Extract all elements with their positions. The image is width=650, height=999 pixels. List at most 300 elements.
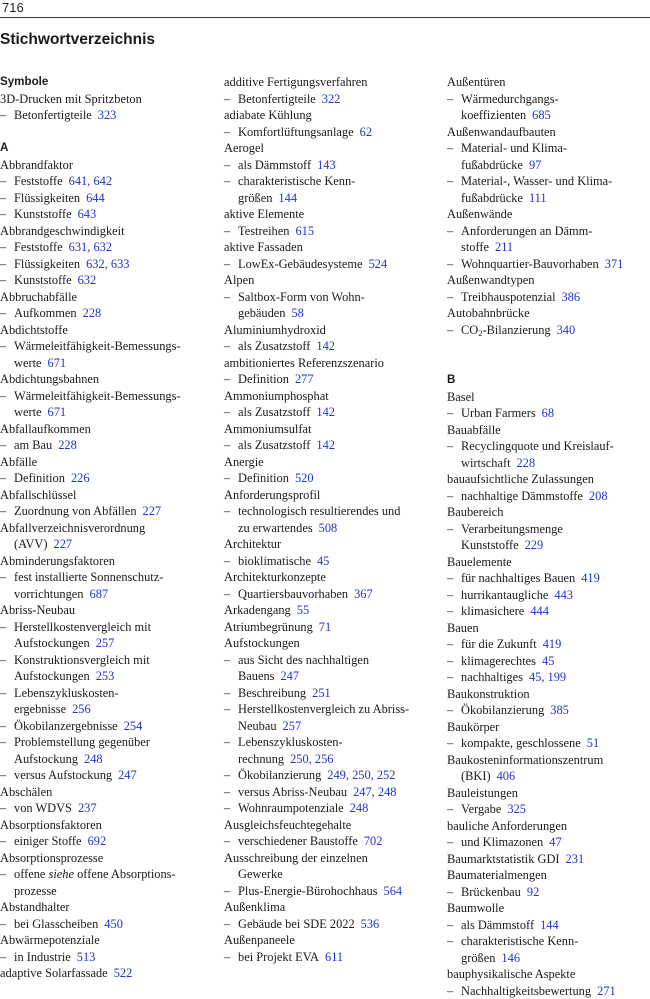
index-term: größen bbox=[461, 951, 495, 965]
index-subentry bbox=[447, 933, 650, 950]
index-term: Bauen bbox=[447, 621, 479, 635]
page-reference-link[interactable]: 520 bbox=[295, 471, 314, 485]
index-entry bbox=[447, 74, 650, 91]
index-term: Material-, Wasser- und Klima- bbox=[461, 174, 612, 188]
index-column-2 bbox=[224, 74, 429, 965]
index-term: nachhaltiges bbox=[461, 670, 523, 684]
index-subentry bbox=[224, 916, 429, 933]
page-reference-link[interactable]: 419 bbox=[581, 571, 600, 585]
page-reference-link[interactable]: 228 bbox=[517, 456, 536, 470]
index-subentry bbox=[447, 173, 650, 190]
page-reference-link[interactable]: 146 bbox=[501, 951, 520, 965]
page-reference-link[interactable]: 406 bbox=[497, 769, 516, 783]
page-reference-link[interactable]: 51 bbox=[587, 736, 599, 750]
index-entry-continuation bbox=[224, 190, 429, 207]
index-term: hurrikantaugliche bbox=[461, 588, 548, 602]
index-term: Ausgleichsfeuchtegehalte bbox=[224, 818, 351, 832]
index-entry-continuation bbox=[447, 157, 650, 174]
page-reference-link[interactable]: 226 bbox=[71, 471, 90, 485]
index-entry bbox=[447, 620, 650, 637]
page-reference-link[interactable]: 62 bbox=[360, 125, 372, 139]
page-reference-link[interactable]: 208 bbox=[589, 489, 608, 503]
index-term: Abriss-Neubau bbox=[0, 603, 75, 617]
index-subentry bbox=[0, 338, 205, 355]
page-reference-link[interactable]: 692 bbox=[88, 834, 107, 848]
index-subentry bbox=[224, 173, 429, 190]
index-term: Abfallschlüssel bbox=[0, 488, 76, 502]
index-entry-continuation bbox=[224, 751, 429, 768]
index-term: werte bbox=[14, 405, 42, 419]
page-reference-link[interactable]: 248 bbox=[84, 752, 103, 766]
index-entry-continuation bbox=[447, 950, 650, 967]
index-entry bbox=[0, 602, 205, 619]
index-subentry bbox=[0, 800, 205, 817]
page-reference-link[interactable]: 386 bbox=[562, 290, 581, 304]
index-entry bbox=[447, 851, 650, 868]
index-entry-continuation bbox=[224, 718, 429, 735]
index-term: Kunststoffe bbox=[14, 207, 72, 221]
index-subentry bbox=[224, 949, 429, 966]
index-subentry bbox=[0, 652, 205, 669]
page-reference-link[interactable]: 142 bbox=[316, 339, 335, 353]
page-reference-link[interactable]: 631, 632 bbox=[69, 240, 112, 254]
page-reference-link[interactable]: 385 bbox=[550, 703, 569, 717]
page-reference-link[interactable]: 508 bbox=[319, 521, 338, 535]
index-entry bbox=[224, 206, 429, 223]
index-subentry bbox=[0, 437, 205, 454]
index-entry bbox=[0, 520, 205, 537]
page-reference-link[interactable]: 251 bbox=[312, 686, 331, 700]
index-entry bbox=[224, 388, 429, 405]
index-subentry bbox=[0, 619, 205, 636]
page-reference-link[interactable]: 444 bbox=[530, 604, 549, 618]
page-reference-link[interactable]: 513 bbox=[77, 950, 96, 964]
index-term: Alpen bbox=[224, 273, 254, 287]
page-reference-link[interactable]: 256 bbox=[72, 702, 91, 716]
page-reference-link[interactable]: 615 bbox=[295, 224, 314, 238]
index-term: Gebäude bei SDE 2022 bbox=[238, 917, 355, 931]
index-subentry bbox=[0, 503, 205, 520]
index-term: Testreihen bbox=[238, 224, 289, 238]
index-term: Außenklima bbox=[224, 900, 285, 914]
index-entry bbox=[0, 965, 205, 982]
index-entry bbox=[447, 305, 650, 322]
page-reference-link[interactable]: 644 bbox=[86, 191, 105, 205]
page-reference-link[interactable]: 371 bbox=[605, 257, 624, 271]
index-entry bbox=[447, 504, 650, 521]
index-term: Außentüren bbox=[447, 75, 506, 89]
page-reference-link[interactable]: 144 bbox=[278, 191, 297, 205]
index-term: CO2-Bilanzierung bbox=[461, 323, 551, 337]
index-term: am Bau bbox=[14, 438, 52, 452]
page-reference-link[interactable]: 323 bbox=[98, 108, 117, 122]
index-term: charakteristische Kenn- bbox=[461, 934, 578, 948]
page-reference-link[interactable]: 253 bbox=[96, 669, 115, 683]
index-subentry bbox=[447, 669, 650, 686]
index-entry-continuation bbox=[447, 107, 650, 124]
index-subentry bbox=[224, 586, 429, 603]
page-reference-link[interactable]: 536 bbox=[361, 917, 380, 931]
index-term: Abbrandfaktor bbox=[0, 158, 73, 172]
index-entry bbox=[224, 239, 429, 256]
index-term: Autobahnbrücke bbox=[447, 306, 530, 320]
page-reference-link[interactable]: 47 bbox=[549, 835, 561, 849]
index-entry bbox=[0, 487, 205, 504]
index-subentry bbox=[0, 206, 205, 223]
index-term: Urban Farmers bbox=[461, 406, 536, 420]
index-term: Konstruktionsvergleich mit bbox=[14, 653, 150, 667]
spacer bbox=[447, 356, 650, 373]
index-term: Baumaterialmengen bbox=[447, 868, 547, 882]
index-term: zu erwartendes bbox=[238, 521, 313, 535]
index-term: verschiedener Baustoffe bbox=[238, 834, 358, 848]
index-term: Brückenbau bbox=[461, 885, 521, 899]
index-entry bbox=[447, 471, 650, 488]
index-subentry bbox=[0, 190, 205, 207]
index-term: Baubereich bbox=[447, 505, 503, 519]
index-term: Feststoffe bbox=[14, 174, 63, 188]
page-reference-link[interactable]: 367 bbox=[354, 587, 373, 601]
index-entry bbox=[224, 569, 429, 586]
index-subentry bbox=[447, 834, 650, 851]
page-reference-link[interactable]: 687 bbox=[90, 587, 109, 601]
index-term: Ammoniumphosphat bbox=[224, 389, 329, 403]
index-term: Nachhaltigkeitsbewertung bbox=[461, 984, 591, 998]
index-term: B bbox=[447, 373, 455, 386]
index-entry-continuation bbox=[224, 520, 429, 537]
index-entry bbox=[0, 371, 205, 388]
index-subentry bbox=[224, 371, 429, 388]
page-reference-link[interactable]: 111 bbox=[529, 191, 547, 205]
index-term: Außenwandaufbauten bbox=[447, 125, 556, 139]
index-term: in Industrie bbox=[14, 950, 71, 964]
index-subentry bbox=[0, 866, 205, 883]
index-term: Abstandhalter bbox=[0, 900, 70, 914]
index-entry-continuation bbox=[0, 668, 205, 685]
index-subentry bbox=[0, 767, 205, 784]
index-term: A bbox=[0, 141, 8, 154]
index-entry bbox=[447, 752, 650, 769]
page-reference-link[interactable]: 142 bbox=[316, 405, 335, 419]
index-entry bbox=[447, 966, 650, 983]
index-term: für nachhaltiges Bauen bbox=[461, 571, 575, 585]
index-term: klimagerechtes bbox=[461, 654, 536, 668]
index-term: Beschreibung bbox=[238, 686, 306, 700]
index-entry bbox=[447, 900, 650, 917]
index-subentry bbox=[224, 157, 429, 174]
index-term: Atriumbegrünung bbox=[224, 620, 313, 634]
index-term: Außenwandtypen bbox=[447, 273, 534, 287]
index-subentry bbox=[224, 883, 429, 900]
index-term: Ökobilanzergebnisse bbox=[14, 719, 118, 733]
index-term: Material- und Klima- bbox=[461, 141, 567, 155]
index-subentry bbox=[0, 833, 205, 850]
index-term: rechnung bbox=[238, 752, 284, 766]
index-entry-continuation bbox=[0, 751, 205, 768]
index-term: Flüssigkeiten bbox=[14, 191, 80, 205]
page-reference-link[interactable]: 632, 633 bbox=[86, 257, 129, 271]
index-subentry bbox=[0, 388, 205, 405]
index-term: prozesse bbox=[14, 884, 57, 898]
index-subentry bbox=[0, 734, 205, 751]
section-heading bbox=[447, 372, 650, 389]
spacer bbox=[447, 339, 650, 356]
page-reference-link[interactable]: 702 bbox=[364, 834, 383, 848]
index-term: versus Aufstockung bbox=[14, 768, 112, 782]
index-term: einiger Stoffe bbox=[14, 834, 82, 848]
index-term: Aufkommen bbox=[14, 306, 77, 320]
index-entry bbox=[224, 421, 429, 438]
index-subentry bbox=[0, 305, 205, 322]
page-title: Stichwortverzeichnis bbox=[0, 31, 155, 49]
page-reference-link[interactable]: 45 bbox=[542, 654, 554, 668]
page-reference-link[interactable]: 229 bbox=[525, 538, 544, 552]
index-term: Aufstockungen bbox=[14, 636, 90, 650]
index-term: Abbrandgeschwindigkeit bbox=[0, 224, 125, 238]
index-term: bioklimatische bbox=[238, 554, 311, 568]
page-reference-link[interactable]: 443 bbox=[554, 588, 573, 602]
index-subentry bbox=[447, 256, 650, 273]
index-term: ergebnisse bbox=[14, 702, 66, 716]
index-subentry bbox=[0, 107, 205, 124]
index-term: Aerogel bbox=[224, 141, 264, 155]
index-term: Wärmeleitfähigkeit-Bemessungs- bbox=[14, 389, 181, 403]
page-reference-link[interactable]: 671 bbox=[48, 405, 67, 419]
index-subentry bbox=[224, 734, 429, 751]
index-term: ambitioniertes Referenzszenario bbox=[224, 356, 384, 370]
index-term: Aluminiumhydroxid bbox=[224, 323, 326, 337]
page-reference-link[interactable]: 68 bbox=[542, 406, 554, 420]
page-reference-link[interactable]: 254 bbox=[124, 719, 143, 733]
index-subentry bbox=[0, 949, 205, 966]
page-reference-link[interactable]: 257 bbox=[96, 636, 115, 650]
index-term: Arkadengang bbox=[224, 603, 291, 617]
index-subentry bbox=[447, 223, 650, 240]
page-reference-link[interactable]: 340 bbox=[557, 323, 576, 337]
index-term: Vergabe bbox=[461, 802, 501, 816]
index-term: wirtschaft bbox=[461, 456, 511, 470]
index-entry-continuation bbox=[224, 305, 429, 322]
index-subentry bbox=[447, 570, 650, 587]
index-term: Wärmedurchgangs- bbox=[461, 92, 559, 106]
page-reference-link[interactable]: 92 bbox=[527, 885, 539, 899]
index-term: Abfälle bbox=[0, 455, 37, 469]
page-reference-link[interactable]: 632 bbox=[78, 273, 97, 287]
page-reference-link[interactable]: 227 bbox=[143, 504, 162, 518]
index-subentry bbox=[0, 239, 205, 256]
page-reference-link[interactable]: 611 bbox=[325, 950, 343, 964]
index-term: als Zusatzstoff bbox=[238, 438, 310, 452]
index-term: Anforderungsprofil bbox=[224, 488, 320, 502]
index-term: Baumwolle bbox=[447, 901, 504, 915]
page-reference-link[interactable]: 671 bbox=[48, 356, 67, 370]
index-subentry bbox=[224, 800, 429, 817]
index-term: Wärmeleitfähigkeit-Bemessungs- bbox=[14, 339, 181, 353]
page-reference-link[interactable]: 257 bbox=[283, 719, 302, 733]
page-reference-link[interactable]: 227 bbox=[54, 537, 73, 551]
index-entry bbox=[447, 554, 650, 571]
index-entry bbox=[224, 932, 429, 949]
page-reference-link[interactable]: 277 bbox=[295, 372, 314, 386]
index-subentry bbox=[0, 173, 205, 190]
page-reference-link[interactable]: 450 bbox=[104, 917, 123, 931]
page-reference-link[interactable]: 271 bbox=[597, 984, 616, 998]
index-term: kompakte, geschlossene bbox=[461, 736, 581, 750]
index-term: größen bbox=[238, 191, 272, 205]
page-reference-link[interactable]: 144 bbox=[540, 918, 559, 932]
index-subentry bbox=[224, 124, 429, 141]
index-entry-continuation bbox=[447, 190, 650, 207]
index-subentry bbox=[447, 653, 650, 670]
index-subentry bbox=[224, 553, 429, 570]
index-entry bbox=[224, 536, 429, 553]
index-term: LowEx-Gebäudesysteme bbox=[238, 257, 363, 271]
index-term: additive Fertigungsverfahren bbox=[224, 75, 367, 89]
index-subentry bbox=[224, 767, 429, 784]
index-subentry bbox=[0, 718, 205, 735]
index-term: Verarbeitungsmenge bbox=[461, 522, 563, 536]
index-term: Definition bbox=[238, 471, 289, 485]
page-reference-link[interactable]: 685 bbox=[532, 108, 551, 122]
page-reference-link[interactable]: 231 bbox=[566, 852, 585, 866]
index-term: Anergie bbox=[224, 455, 264, 469]
index-term: bei Projekt EVA bbox=[238, 950, 319, 964]
index-term: Recyclingquote und Kreislauf- bbox=[461, 439, 614, 453]
page-reference-link[interactable]: 97 bbox=[529, 158, 541, 172]
index-subentry bbox=[0, 916, 205, 933]
index-term: Saltbox-Form von Wohn- bbox=[238, 290, 365, 304]
index-term: Außenpaneele bbox=[224, 933, 295, 947]
page-reference-link[interactable]: 322 bbox=[322, 92, 341, 106]
index-term: stoffe bbox=[461, 240, 489, 254]
page-reference-link[interactable]: 211 bbox=[495, 240, 513, 254]
index-subentry bbox=[224, 256, 429, 273]
index-entry bbox=[0, 817, 205, 834]
page-reference-link[interactable]: 641, 642 bbox=[69, 174, 112, 188]
page-reference-link[interactable]: 250, 256 bbox=[290, 752, 333, 766]
index-entry bbox=[224, 899, 429, 916]
index-term: Ökobilanzierung bbox=[238, 768, 321, 782]
index-subentry bbox=[447, 140, 650, 157]
index-term: fest installierte Sonnenschutz- bbox=[14, 570, 163, 584]
index-entry bbox=[0, 454, 205, 471]
index-entry bbox=[224, 140, 429, 157]
index-term: adiabate Kühlung bbox=[224, 108, 312, 122]
index-term: Bauelemente bbox=[447, 555, 512, 569]
page-reference-link[interactable]: 71 bbox=[319, 620, 331, 634]
index-term: Symbole bbox=[0, 75, 48, 88]
index-entry bbox=[447, 719, 650, 736]
index-subentry bbox=[0, 685, 205, 702]
index-entry bbox=[224, 107, 429, 124]
index-entry bbox=[224, 74, 429, 91]
index-term: Architekturkonzepte bbox=[224, 570, 326, 584]
index-term: Außenwände bbox=[447, 207, 512, 221]
page-reference-link[interactable]: 237 bbox=[78, 801, 97, 815]
index-subentry bbox=[447, 801, 650, 818]
index-term: Abwärmepotenziale bbox=[0, 933, 100, 947]
page-reference-link[interactable]: 248 bbox=[350, 801, 369, 815]
page-reference-link[interactable]: 228 bbox=[58, 438, 77, 452]
index-entry bbox=[447, 818, 650, 835]
index-term: Herstellkostenvergleich mit bbox=[14, 620, 151, 634]
index-term: Zuordnung von Abfällen bbox=[14, 504, 137, 518]
page-reference-link[interactable]: 419 bbox=[543, 637, 562, 651]
index-term: Wohnraumpotenziale bbox=[238, 801, 344, 815]
index-entry-continuation bbox=[447, 455, 650, 472]
index-term: Basel bbox=[447, 390, 475, 404]
index-term: Abbruchabfälle bbox=[0, 290, 77, 304]
index-term: gebäuden bbox=[238, 306, 285, 320]
index-subentry bbox=[447, 91, 650, 108]
header-rule bbox=[0, 17, 650, 18]
page-reference-link[interactable]: 524 bbox=[369, 257, 388, 271]
index-term: Architektur bbox=[224, 537, 281, 551]
page-reference-link[interactable]: 247 bbox=[280, 669, 299, 683]
page-reference-link[interactable]: 142 bbox=[316, 438, 335, 452]
index-entry bbox=[447, 206, 650, 223]
page-reference-link[interactable]: 522 bbox=[114, 966, 133, 980]
page-reference-link[interactable]: 249, 250, 252 bbox=[327, 768, 395, 782]
index-entry bbox=[0, 784, 205, 801]
index-entry bbox=[224, 619, 429, 636]
index-term: bauaufsichtliche Zulassungen bbox=[447, 472, 594, 486]
index-term: (BKI) bbox=[461, 769, 491, 783]
page-reference-link[interactable]: 58 bbox=[291, 306, 303, 320]
page-reference-link[interactable]: 143 bbox=[317, 158, 336, 172]
index-term: Lebenszykluskosten- bbox=[238, 735, 343, 749]
index-term: Baukörper bbox=[447, 720, 499, 734]
index-subentry bbox=[224, 685, 429, 702]
index-term: nachhaltige Dämmstoffe bbox=[461, 489, 583, 503]
index-entry-continuation bbox=[447, 239, 650, 256]
page-reference-link[interactable]: 247 bbox=[118, 768, 137, 782]
page-reference-link[interactable]: 643 bbox=[78, 207, 97, 221]
index-term: als Dämmstoff bbox=[461, 918, 534, 932]
index-term: versus Abriss-Neubau bbox=[238, 785, 347, 799]
index-term: Betonfertigteile bbox=[14, 108, 92, 122]
index-term: Aufstockungen bbox=[14, 669, 90, 683]
page-reference-link[interactable]: 228 bbox=[83, 306, 102, 320]
index-term: aktive Fassaden bbox=[224, 240, 303, 254]
index-term: Definition bbox=[238, 372, 289, 386]
index-subentry bbox=[447, 735, 650, 752]
index-column-1 bbox=[0, 74, 205, 982]
index-term: für die Zukunft bbox=[461, 637, 537, 651]
page-reference-link[interactable]: 564 bbox=[384, 884, 403, 898]
index-term: Flüssigkeiten bbox=[14, 257, 80, 271]
page-reference-link[interactable]: 55 bbox=[297, 603, 309, 617]
index-entry bbox=[0, 91, 205, 108]
index-term: Lebenszykluskosten- bbox=[14, 686, 119, 700]
index-term: Baukonstruktion bbox=[447, 687, 530, 701]
index-entry-continuation bbox=[0, 355, 205, 372]
index-entry bbox=[224, 817, 429, 834]
page-reference-link[interactable]: 325 bbox=[507, 802, 526, 816]
index-entry bbox=[0, 322, 205, 339]
page-reference-link[interactable]: 45 bbox=[317, 554, 329, 568]
index-entry bbox=[447, 389, 650, 406]
index-term: fußabdrücke bbox=[461, 191, 523, 205]
index-entry bbox=[224, 322, 429, 339]
index-term: Baumarktstatistik GDI bbox=[447, 852, 560, 866]
index-entry bbox=[0, 157, 205, 174]
index-subentry bbox=[447, 521, 650, 538]
page-reference-link[interactable]: 247, 248 bbox=[353, 785, 396, 799]
index-term: bauliche Anforderungen bbox=[447, 819, 567, 833]
page-reference-link[interactable]: 45, 199 bbox=[529, 670, 566, 684]
index-term: Gewerke bbox=[238, 867, 283, 881]
